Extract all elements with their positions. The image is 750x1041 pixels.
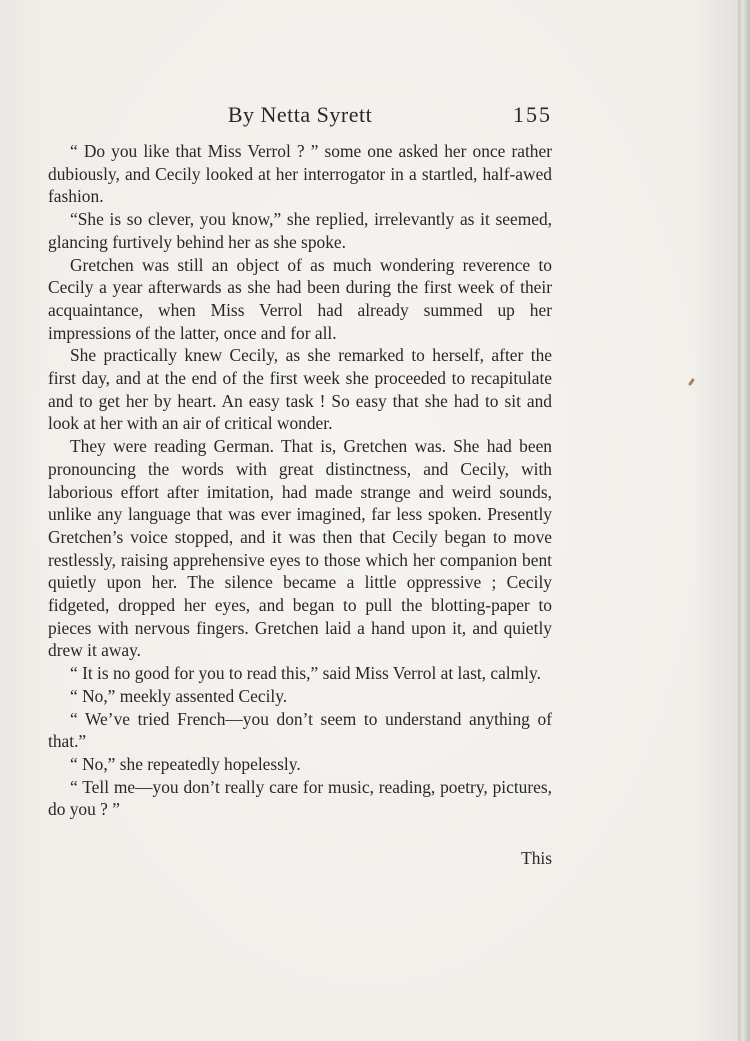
paragraph: “She is so clever, you know,” she replied, irrelevantly as it seemed, glancing furtively behind her as she spoke. (48, 209, 552, 252)
page-edge (738, 0, 750, 1041)
body-text (48, 140, 552, 821)
paragraph: “ Do you like that Miss Verrol ? ” some one asked her once rather dubiously, and Cecily looked at her interrogator in a startled, half-awed fashion. (48, 141, 552, 207)
running-head (48, 102, 552, 132)
paragraph: “ It is no good for you to read this,” said Miss Verrol at last, calmly. (70, 663, 541, 684)
catchword: This (521, 848, 552, 868)
paper-blemish (688, 378, 695, 386)
paragraph: “ Tell me—you don’t really care for music, reading, poetry, pictures, do you ? ” (48, 776, 552, 820)
paragraph: They were reading German. That is, Gretchen was. She had been pronouncing the words with great distinctness, and Cecily, with laborious effort after imitation, had made strange and weird sounds, unlike any language that was ever imagined, far less spoken. Presently Gretchen’s voice stopped, and it was then that Cecily began to move restlessly, raising apprehensive eyes to those which her companion bent quietly upon her. The silence became a little oppressive ; Cecily fidgeted, dropped her eyes, and began to pull the blotting-paper to pieces with nervous fingers. Gretchen laid a hand upon it, and quietly drew it away. (48, 436, 552, 661)
paragraph: Gretchen was still an object of as much wondering reverence to Cecily a year afterwards as she had been during the first week of their acquaintance, when Miss Verrol had already summed up her impressions of the latter, once and for all. (48, 254, 552, 343)
paragraph: She practically knew Cecily, as she remarked to herself, after the first day, and at the end of the first week she proceeded to recapitulate and to get her by heart. An easy task ! So easy that she had to sit and look at her with an air of critical wonder. (48, 345, 552, 434)
running-head-title: By Netta Syrett (227, 102, 373, 127)
paragraph: “ No,” meekly assented Cecily. (70, 685, 288, 706)
page-number: 155 (513, 102, 552, 127)
paragraph: “ No,” she repeatedly hopelessly. (70, 753, 301, 774)
paragraph: “ We’ve tried French—you don’t seem to understand anything of that.” (48, 708, 552, 752)
